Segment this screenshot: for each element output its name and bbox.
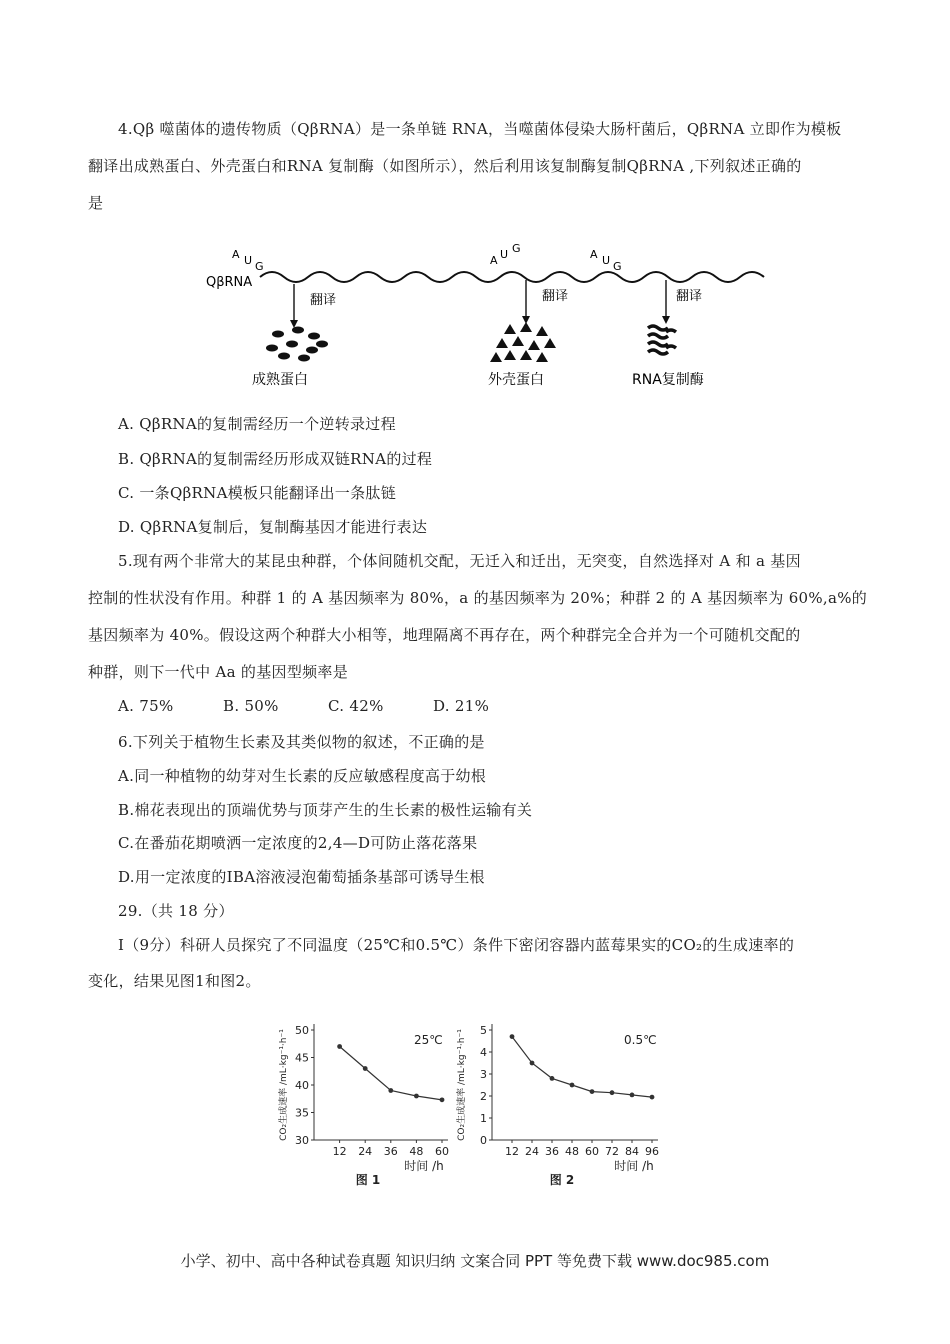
data-point — [388, 1088, 393, 1093]
data-point — [570, 1083, 575, 1088]
product-label-coat: 外壳蛋白 — [488, 372, 544, 388]
x-tick-label: 24 — [525, 1145, 539, 1158]
data-point — [550, 1076, 555, 1081]
codon-aug-3 — [590, 248, 622, 273]
codon-aug-2 — [490, 242, 521, 267]
temperature-annotation: 25℃ — [414, 1033, 443, 1047]
data-point — [363, 1066, 368, 1071]
x-axis-label: 时间 /h — [614, 1159, 654, 1173]
y-axis-label: CO₂生成速率 /mL·kg⁻¹·h⁻¹ — [279, 1029, 289, 1141]
x-axis-label: 时间 /h — [404, 1159, 444, 1173]
x-tick-label: 48 — [565, 1145, 579, 1158]
x-tick-label: 12 — [332, 1145, 347, 1158]
q29-part1-line1: Ⅰ（9分）科研人员探究了不同温度（25℃和0.5℃）条件下密闭容器内蓝莓果实的CO₂的生成速率的 — [118, 936, 795, 954]
svg-text:U: U — [244, 254, 253, 267]
svg-text:翻译: 翻译 — [542, 289, 569, 304]
mature-protein-icon — [266, 327, 328, 362]
translate-arrow-2 — [522, 280, 568, 324]
q5-stem-line3: 基因频率为 40%。假设这两个种群大小相等，地理隔离不再存在，两个种群完全合并为一个可随机交配的 — [88, 626, 801, 644]
svg-text:翻译: 翻译 — [310, 293, 337, 308]
data-point — [530, 1061, 535, 1066]
svg-text:A: A — [590, 248, 598, 261]
x-tick-label: 12 — [505, 1145, 519, 1158]
q6-option-a: A.同一种植物的幼芽对生长素的反应敏感程度高于幼根 — [118, 767, 487, 785]
q4-stem-line1: 4.Qβ 噬菌体的遗传物质（QβRNA）是一条单链 RNA，当噬菌体侵染大肠杆菌后，QβRNA 立即作为模板 — [118, 120, 842, 138]
q5-option-c: C. 42% — [328, 697, 384, 715]
codon-aug-1 — [232, 248, 264, 273]
y-tick-label: 5 — [480, 1024, 487, 1037]
q5-option-b: B. 50% — [223, 697, 279, 715]
q6-option-c: C.在番茄花期喷洒一定浓度的2,4—D可防止落花落果 — [118, 834, 478, 852]
y-tick-label: 35 — [295, 1106, 309, 1120]
q4-stem-line2: 翻译出成熟蛋白、外壳蛋白和RNA 复制酶（如图所示），然后利用该复制酶复制QβRNA ,下列叙述正确的 — [88, 157, 802, 175]
q5-stem-line4: 种群，则下一代中 Aa 的基因型频率是 — [88, 663, 349, 681]
q6-stem: 6.下列关于植物生长素及其类似物的叙述，不正确的是 — [118, 733, 485, 751]
svg-text:A: A — [232, 248, 240, 261]
qbeta-rna-figure — [200, 222, 760, 402]
q5-option-d: D. 21% — [433, 697, 490, 715]
temperature-annotation: 0.5℃ — [624, 1033, 657, 1047]
data-point — [337, 1044, 342, 1049]
q4-option-c: C. 一条QβRNA模板只能翻译出一条肽链 — [118, 484, 397, 502]
svg-text:U: U — [500, 248, 509, 261]
chart-figure-1 — [268, 1020, 468, 1200]
q4-stem-line3: 是 — [88, 194, 104, 212]
x-tick-label: 72 — [605, 1145, 619, 1158]
q4-option-a: A. QβRNA的复制需经历一个逆转录过程 — [118, 415, 396, 433]
translate-arrow-3 — [662, 280, 702, 324]
x-tick-label: 36 — [545, 1145, 559, 1158]
data-point — [630, 1093, 635, 1098]
y-tick-label: 30 — [295, 1134, 309, 1147]
data-point — [650, 1095, 655, 1100]
y-tick-label: 45 — [295, 1051, 309, 1065]
rna-strand — [260, 272, 764, 282]
translate-arrow-1 — [290, 284, 336, 328]
data-point — [590, 1089, 595, 1094]
y-tick-label: 1 — [480, 1112, 487, 1125]
q4-option-b: B. QβRNA的复制需经历形成双链RNA的过程 — [118, 450, 433, 468]
q6-option-b: B.棉花表现出的顶端优势与顶芽产生的生长素的极性运输有关 — [118, 801, 533, 819]
q5-stem-line2: 控制的性状没有作用。种群 1 的 A 基因频率为 80%，a 的基因频率为 20%；种群 2 的 A 基因频率为 60%,a%的 — [88, 589, 868, 607]
x-tick-label: 36 — [383, 1145, 398, 1158]
data-point — [610, 1090, 615, 1095]
page-footer: 小学、初中、高中各种试卷真题 知识归纳 文案合同 PPT 等免费下载 www.doc985.com — [180, 1252, 770, 1270]
x-tick-label: 84 — [625, 1145, 639, 1158]
svg-text:G: G — [512, 242, 521, 255]
x-tick-label: 48 — [409, 1145, 424, 1158]
x-tick-label: 24 — [358, 1145, 373, 1158]
rna-label: QβRNA — [206, 275, 253, 290]
y-tick-label: 0 — [480, 1134, 487, 1147]
svg-text:G: G — [613, 260, 622, 273]
chart-figure-2 — [457, 1020, 670, 1200]
svg-text:翻译: 翻译 — [676, 289, 703, 304]
y-tick-label: 3 — [480, 1068, 487, 1081]
x-tick-label: 60 — [585, 1145, 599, 1158]
y-tick-label: 2 — [480, 1090, 487, 1103]
svg-text:U: U — [602, 254, 611, 267]
chart-title: 图 1 — [355, 1173, 381, 1187]
y-tick-label: 50 — [295, 1024, 309, 1037]
q5-option-a: A. 75% — [118, 697, 174, 715]
product-label-replicase: RNA复制酶 — [632, 372, 704, 388]
data-point — [510, 1034, 515, 1039]
svg-text:G: G — [255, 260, 264, 273]
x-tick-label: 60 — [435, 1145, 449, 1158]
y-tick-label: 40 — [295, 1079, 309, 1092]
q5-stem-line1: 5.现有两个非常大的某昆虫种群，个体间随机交配，无迁入和迁出，无突变，自然选择对 A 和 a 基因 — [118, 552, 801, 570]
svg-text:A: A — [490, 254, 498, 267]
data-point — [414, 1094, 419, 1099]
x-tick-label: 96 — [645, 1145, 659, 1158]
y-tick-label: 4 — [480, 1046, 487, 1059]
chart-title: 图 2 — [549, 1173, 575, 1187]
q29-part1-line2: 变化，结果见图1和图2。 — [88, 972, 261, 990]
data-point — [440, 1097, 445, 1102]
q5-options — [118, 697, 538, 715]
y-axis-label: CO₂生成速率 /mL·kg⁻¹·h⁻¹ — [457, 1029, 467, 1141]
coat-protein-icon — [490, 322, 556, 362]
q4-option-d: D. QβRNA复制后，复制酶基因才能进行表达 — [118, 518, 428, 536]
q6-option-d: D.用一定浓度的IBA溶液浸泡葡萄插条基部可诱导生根 — [118, 868, 485, 886]
rna-replicase-icon — [648, 326, 676, 354]
q29-header: 29.（共 18 分） — [118, 902, 234, 920]
product-label-mature: 成熟蛋白 — [252, 372, 308, 388]
